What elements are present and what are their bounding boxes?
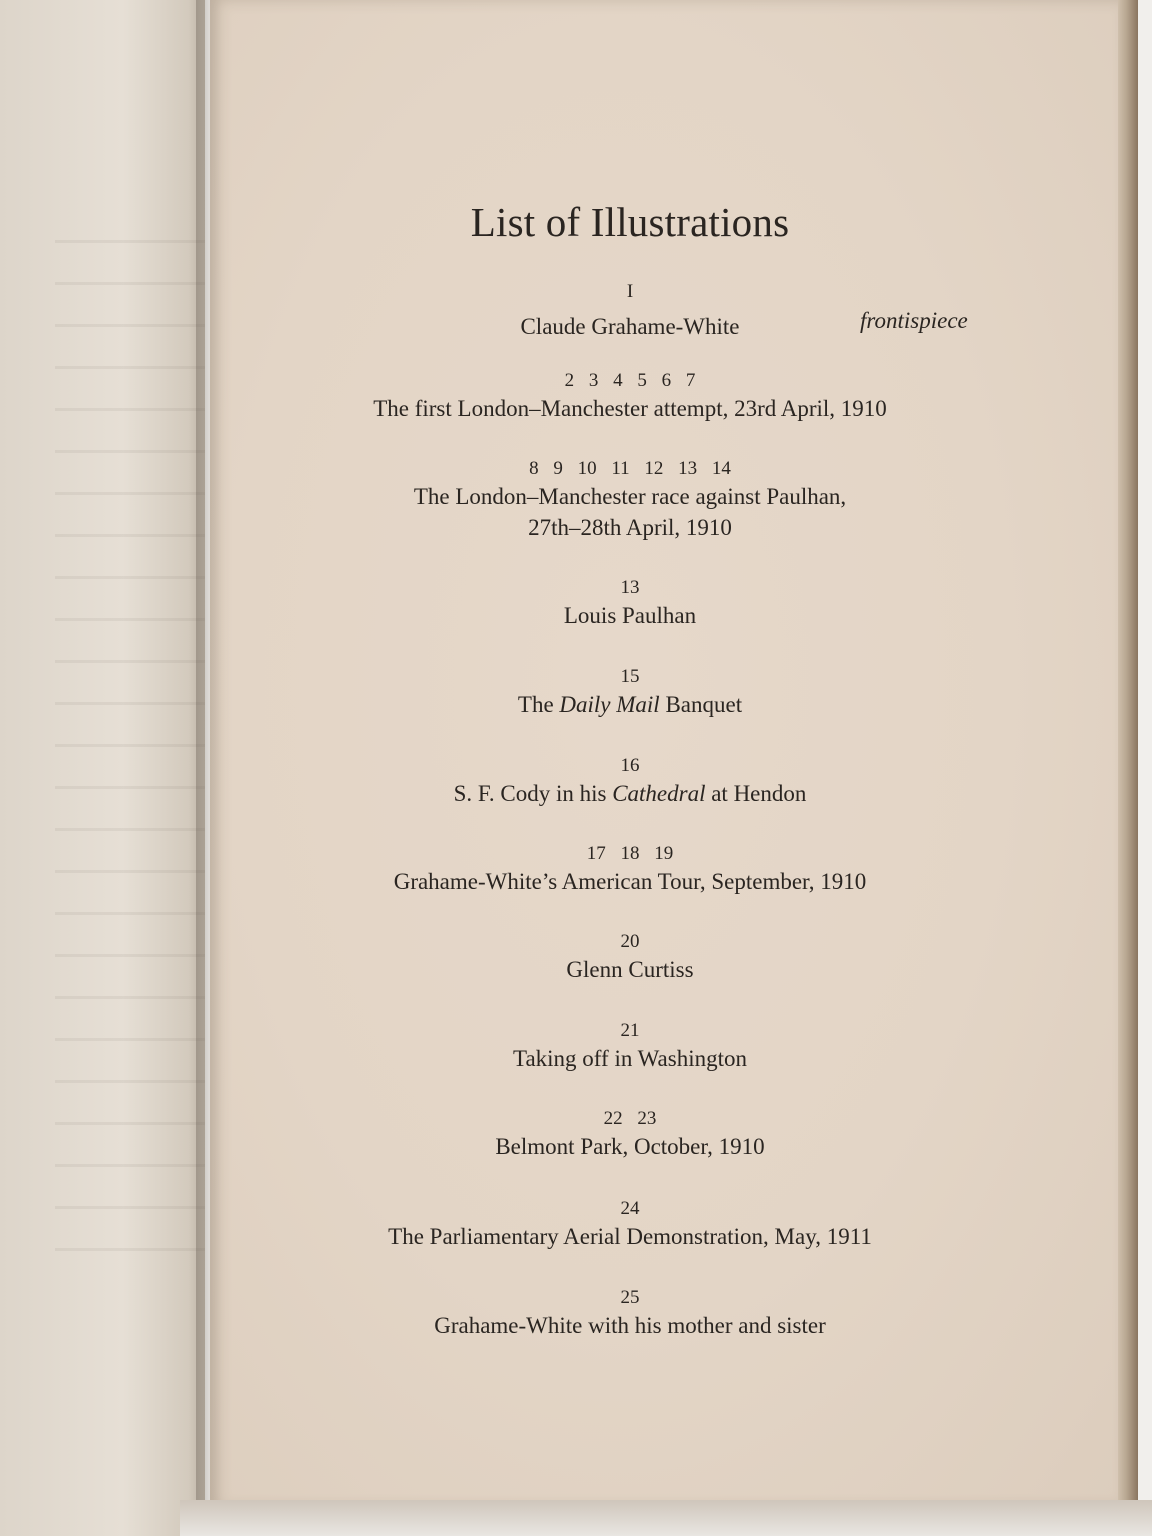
plate-numbers: 20 bbox=[620, 931, 640, 952]
plate-numbers: 16 bbox=[620, 755, 640, 776]
plate-caption bbox=[300, 1221, 960, 1252]
plate-numbers: 22 23 bbox=[603, 1108, 657, 1129]
caption-text: S. F. Cody in his bbox=[453, 781, 613, 806]
page-title: List of Illustrations bbox=[470, 199, 790, 245]
plate-caption bbox=[300, 1043, 960, 1074]
list-entry bbox=[300, 842, 960, 897]
bottom-shadow bbox=[180, 1500, 1152, 1536]
list-entry bbox=[300, 665, 960, 720]
caption-text: 27th–28th April, 1910 bbox=[528, 515, 732, 540]
plate-caption-line-2 bbox=[300, 512, 960, 543]
plate-numbers: 15 bbox=[620, 666, 640, 687]
cover-edge bbox=[1138, 0, 1152, 1536]
plate-caption bbox=[300, 689, 960, 720]
plate-caption bbox=[300, 1310, 960, 1341]
left-page-show-through bbox=[55, 240, 205, 1260]
list-entry bbox=[300, 930, 960, 985]
caption-text: Taking off in Washington bbox=[513, 1046, 747, 1071]
plate-numbers: 8 9 10 11 12 13 14 bbox=[529, 458, 731, 479]
caption-text: Louis Paulhan bbox=[563, 603, 697, 628]
left-page bbox=[0, 0, 205, 1536]
caption-text: Belmont Park, October, 1910 bbox=[495, 1134, 765, 1159]
plate-numbers: 24 bbox=[620, 1198, 640, 1219]
list-entry bbox=[300, 754, 960, 809]
caption-text: The Parliamentary Aerial Demonstration, May, 1911 bbox=[388, 1224, 872, 1249]
plate-numbers: 2 3 4 5 6 7 bbox=[564, 370, 696, 391]
caption-text: Grahame-White’s American Tour, September, 1910 bbox=[393, 869, 867, 894]
list-entry bbox=[300, 1019, 960, 1074]
plate-caption bbox=[300, 778, 960, 809]
caption-text: Banquet bbox=[659, 692, 743, 717]
plate-caption bbox=[300, 481, 960, 512]
list-entry bbox=[300, 1107, 960, 1162]
plate-caption bbox=[300, 393, 960, 424]
caption-text: The first London–Manchester attempt, 23rd April, 1910 bbox=[373, 396, 887, 421]
caption-text: Grahame-White with his mother and sister bbox=[434, 1313, 826, 1338]
caption-text: at Hendon bbox=[705, 781, 807, 806]
list-entry bbox=[300, 369, 960, 424]
frontispiece-label: frontispiece bbox=[860, 308, 968, 333]
plate-caption bbox=[300, 1131, 960, 1162]
caption-text: The bbox=[517, 692, 560, 717]
plate-numbers: 21 bbox=[620, 1020, 640, 1041]
list-entry bbox=[300, 576, 960, 631]
plate-numbers: 17 18 19 bbox=[586, 843, 674, 864]
list-entry bbox=[300, 1286, 960, 1341]
caption-text: Claude Grahame-White bbox=[520, 314, 740, 339]
caption-text: The London–Manchester race against Paulhan, bbox=[413, 484, 847, 509]
plate-caption bbox=[300, 600, 960, 631]
plate-numbers: 25 bbox=[620, 1287, 640, 1308]
plate-caption bbox=[300, 954, 960, 985]
book-gutter bbox=[196, 0, 222, 1536]
list-entry bbox=[300, 457, 960, 543]
caption-italic-text: Cathedral bbox=[612, 781, 706, 806]
plate-numbers: 13 bbox=[620, 577, 640, 598]
plate-caption bbox=[300, 866, 960, 897]
list-entry bbox=[300, 1197, 960, 1252]
caption-text: Glenn Curtiss bbox=[566, 957, 694, 982]
page-edge bbox=[1118, 0, 1138, 1512]
caption-italic-text: Daily Mail bbox=[559, 692, 660, 717]
plate-numbers: I bbox=[626, 281, 634, 302]
